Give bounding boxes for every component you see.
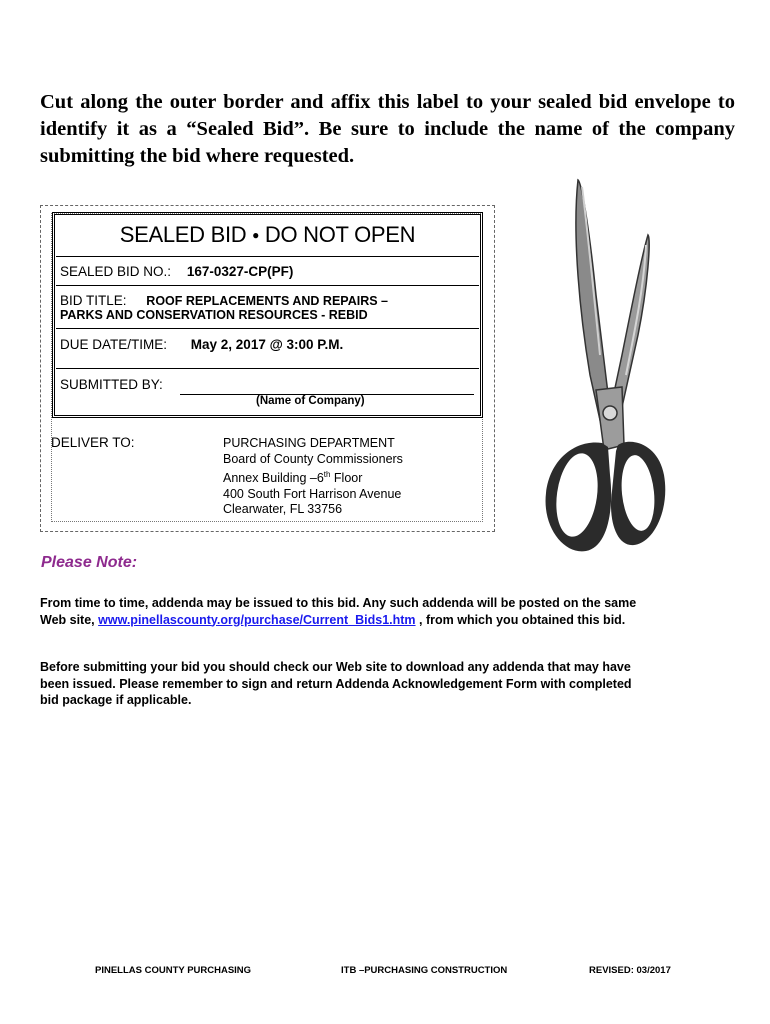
due-date-row <box>60 337 343 352</box>
divider <box>56 285 479 286</box>
sealed-bid-heading <box>52 222 483 248</box>
bid-title-label: BID TITLE: <box>60 293 127 308</box>
intro-instructions: Cut along the outer border and affix this label to your sealed bid envelope to identify it as a “Sealed Bid”. Be sure to include the name of the company submitting the bid where requested. <box>40 91 735 167</box>
bid-number-value: 167-0327-CP(PF) <box>186 264 294 279</box>
addenda-text-after: , from which you obtained this bid. <box>415 612 626 627</box>
scissors-blades <box>576 180 649 450</box>
deliver-street: 400 South Fort Harrison Avenue <box>223 486 402 501</box>
company-name-hint: (Name of Company) <box>256 395 365 407</box>
heading-sealed-bid: SEALED BID <box>119 222 247 247</box>
deliver-department: PURCHASING DEPARTMENT <box>223 436 395 450</box>
deliver-building-floor: Floor <box>330 471 363 486</box>
deliver-building <box>223 467 403 487</box>
due-date-value: May 2, 2017 @ 3:00 P.M. <box>190 337 344 352</box>
deliver-building-text: Annex Building –6 <box>223 471 324 486</box>
footer-center: ITB –PURCHASING CONSTRUCTION <box>341 965 508 976</box>
due-date-label: DUE DATE/TIME: <box>60 337 168 352</box>
footer-right: REVISED: 03/2017 <box>589 965 671 976</box>
bid-title-line2: PARKS AND CONSERVATION RESOURCES - REBID <box>60 308 368 322</box>
divider <box>56 328 479 329</box>
submission-paragraph: Before submitting your bid you should check our Web site to download any addenda that may have been issued. Please remember to sign and return Addenda Acknowledgement Form with completed bid package if applicable. <box>40 660 632 707</box>
deliver-city: Clearwater, FL 33756 <box>223 502 343 517</box>
bid-number-label: SEALED BID NO.: <box>60 264 172 279</box>
scissors-icon <box>530 175 670 560</box>
bid-title-row <box>60 293 388 308</box>
bid-title-line1: ROOF REPLACEMENTS AND REPAIRS – <box>146 294 388 308</box>
addenda-paragraph <box>40 595 640 628</box>
bids-website-link[interactable]: www.pinellascounty.org/purchase/Current_Bids1.htm <box>98 612 416 627</box>
deliver-board: Board of County Commissioners <box>223 451 403 466</box>
deliver-address <box>223 436 403 518</box>
footer-left: PINELLAS COUNTY PURCHASING <box>95 965 252 976</box>
divider <box>56 256 479 257</box>
addenda-text-before: From time to time, addenda may be issued to this bid. Any such addenda will be posted on the same Web site, <box>40 596 637 627</box>
deliver-building-sup: th <box>323 470 331 479</box>
divider <box>56 368 479 369</box>
deliver-to-label: DELIVER TO: <box>51 435 135 450</box>
please-note-title: Please Note: <box>41 554 138 571</box>
scissors-handles <box>546 442 666 552</box>
heading-bullet: ● <box>252 228 260 242</box>
submitted-by-label: SUBMITTED BY: <box>60 377 163 392</box>
bid-number-row <box>60 264 293 279</box>
heading-do-not-open: DO NOT OPEN <box>264 222 416 247</box>
